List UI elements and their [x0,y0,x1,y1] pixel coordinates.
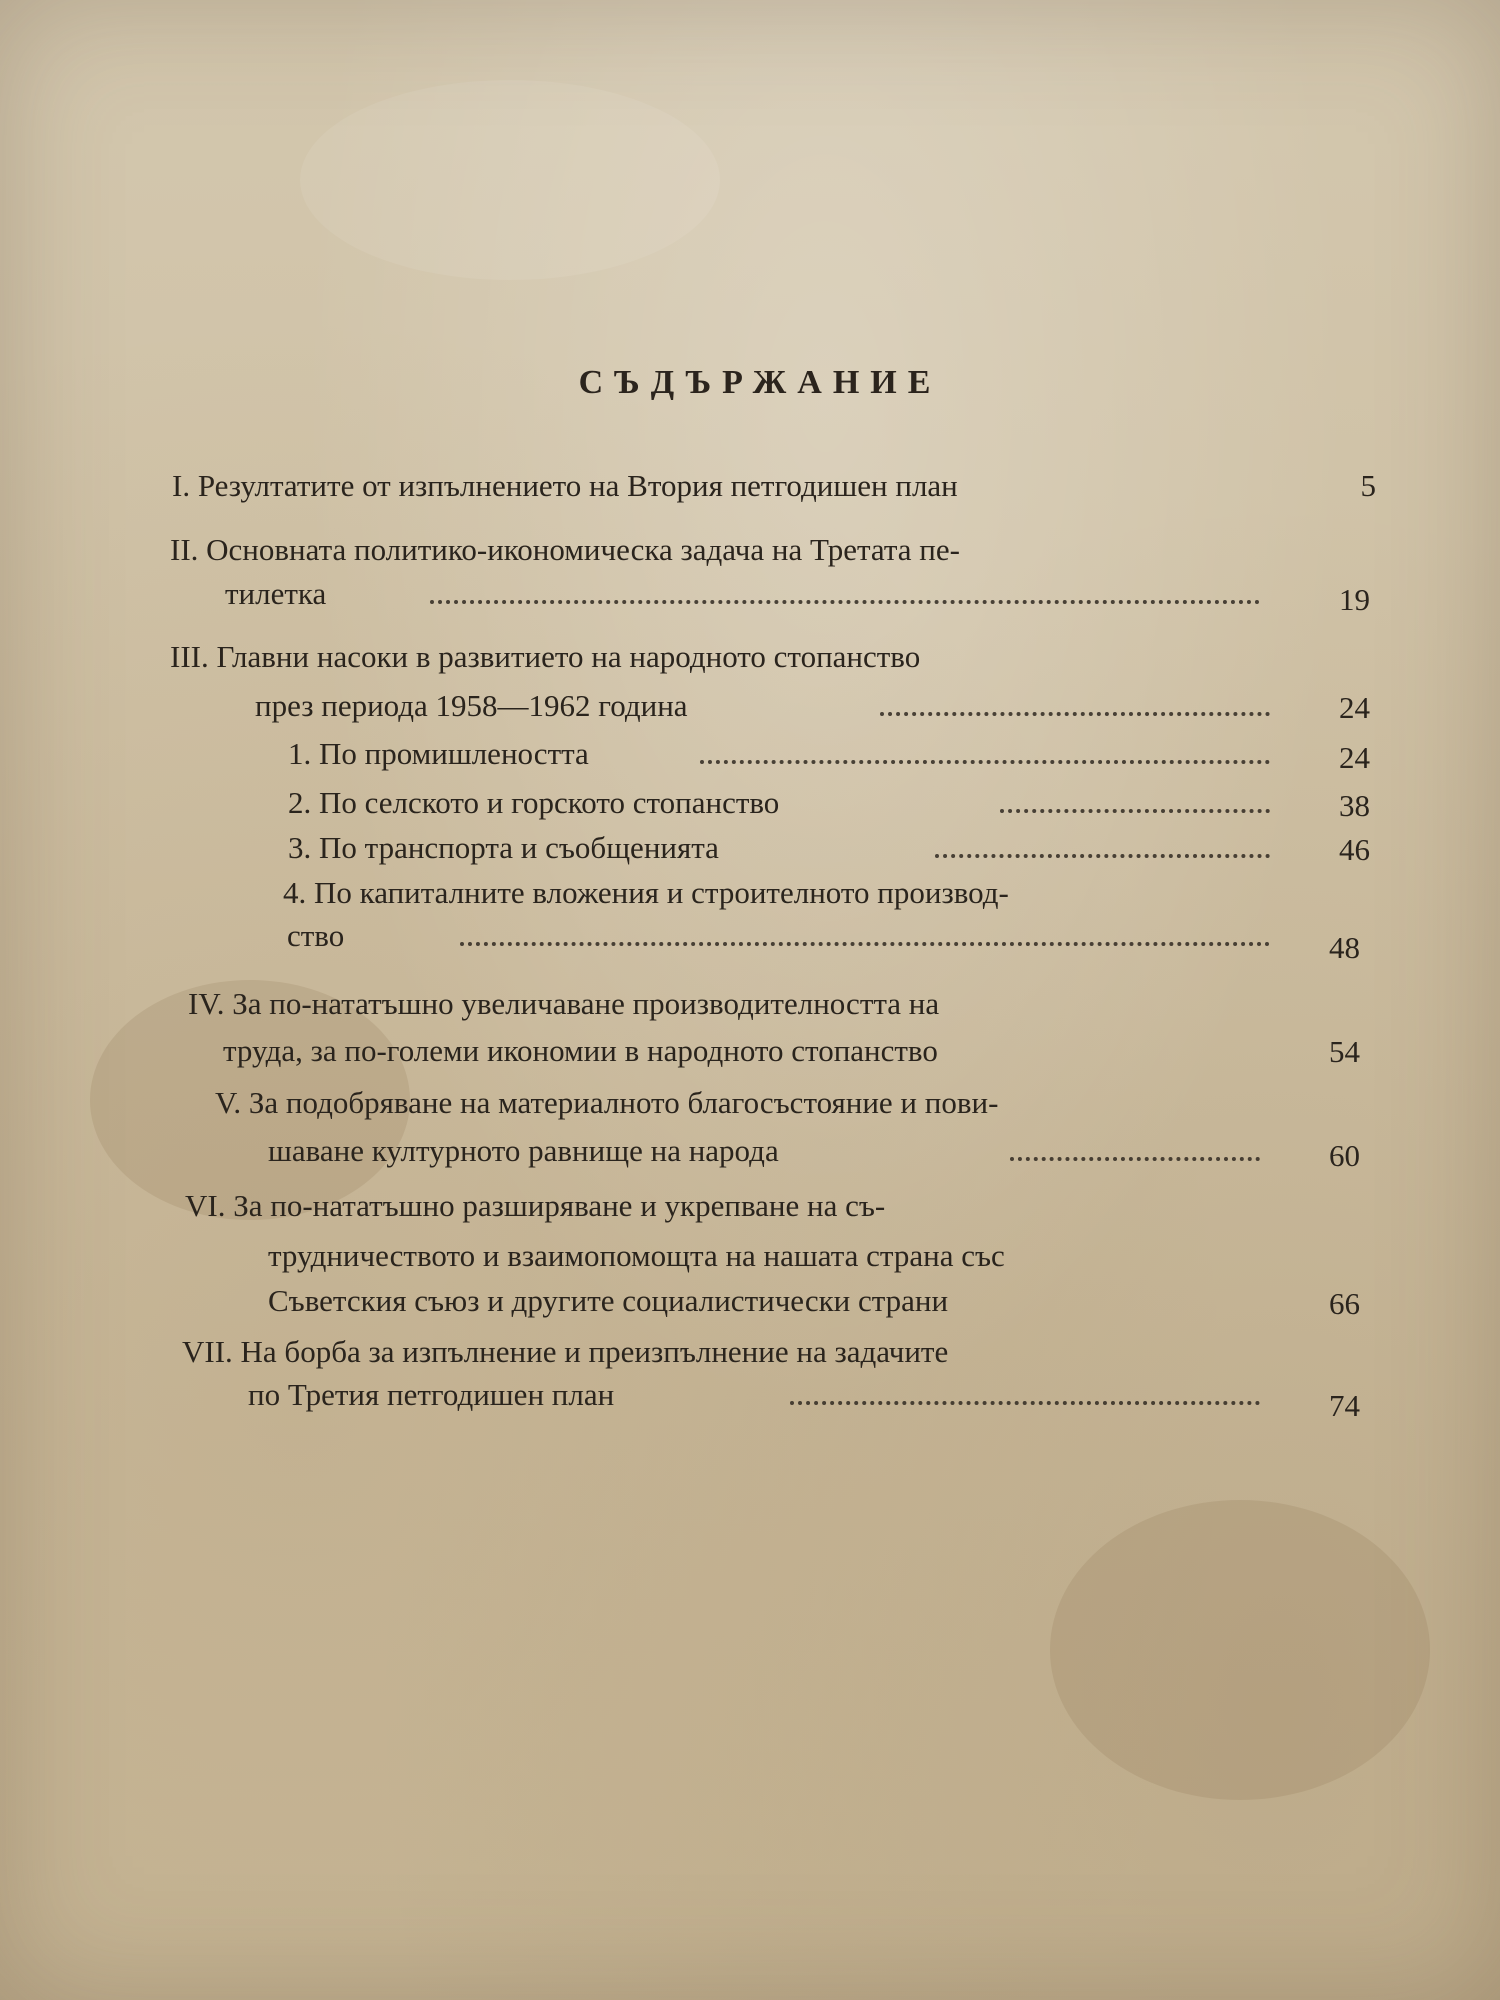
dot-leaders [460,936,1270,946]
toc-entry-ii-page: 19 [1339,582,1370,617]
toc-entry-vi-text-line2: трудничеството и взаимопомощта на нашата страна със [268,1238,1005,1273]
toc-entry-vii-page: 74 [1329,1388,1360,1423]
toc-sub-2-text: 2. По селското и горското стопанство [288,785,780,820]
toc-sub-1-text: 1. По промишлеността [288,736,589,771]
toc-entry-v-text-line2: шаване културното равнище на народа [268,1133,779,1168]
toc-entry-iv-text-line2: труда, за по-големи икономии в народното стопанство [223,1033,938,1068]
paper-stain [1050,1500,1430,1800]
toc-entry-iii-text-line2: през периода 1958—1962 година [255,688,688,723]
toc-entry-v-page: 60 [1329,1138,1360,1173]
toc-sub-3-page: 46 [1339,832,1370,867]
dot-leaders [700,754,1270,764]
toc-entry-ii-text-line1: II. Основната политико-икономическа задача на Третата пе- [170,532,960,567]
toc-entry-iii-page: 24 [1339,690,1370,725]
toc-entry-ii-text-line2: тилетка [225,576,327,611]
dot-leaders [880,706,1270,716]
toc-sub-2-page: 38 [1339,788,1370,823]
toc-entry-iii-text-line1: III. Главни насоки в развитието на народното стопанство [170,639,921,674]
toc-entry-i-page: 5 [1360,468,1376,503]
toc-entry-iv-text-line1: IV. За по-нататъшно увеличаване производителността на [188,986,940,1021]
toc-sub-1-page: 24 [1339,740,1370,775]
toc-entry-vi-text-line1: VI. За по-нататъшно разширяване и укрепване на съ- [185,1188,886,1223]
dot-leaders [1010,1151,1260,1161]
toc-entry-vi-page: 66 [1329,1286,1360,1321]
toc-entry-vi-text-line3: Съветския съюз и другите социалистически страни [268,1283,949,1318]
toc-sub-3-text: 3. По транспорта и съобщенията [288,830,719,865]
toc-sub-4-text-line2: ство [287,918,345,953]
contents-title: СЪДЪРЖАНИЕ [578,364,942,401]
toc-entry-v-text-line1: V. За подобряване на материалното благосъстояние и пови- [215,1085,999,1120]
dot-leaders [790,1395,1260,1405]
toc-entry-vii-text-line1: VII. На борба за изпълнение и преизпълнение на задачите [182,1334,949,1369]
dot-leaders [1000,803,1270,813]
paper-highlight [300,80,720,280]
dot-leaders [935,848,1270,858]
toc-entry-iv-page: 54 [1329,1034,1360,1069]
dot-leaders [430,594,1260,604]
toc-entry-i-text: I. Резултатите от изпълнението на Втория петгодишен план [172,468,958,503]
toc-sub-4-text-line1: 4. По капиталните вложения и строителното производ- [283,875,1009,910]
toc-entry-vii-text-line2: по Третия петгодишен план [248,1377,615,1412]
toc-sub-4-page: 48 [1329,930,1360,965]
